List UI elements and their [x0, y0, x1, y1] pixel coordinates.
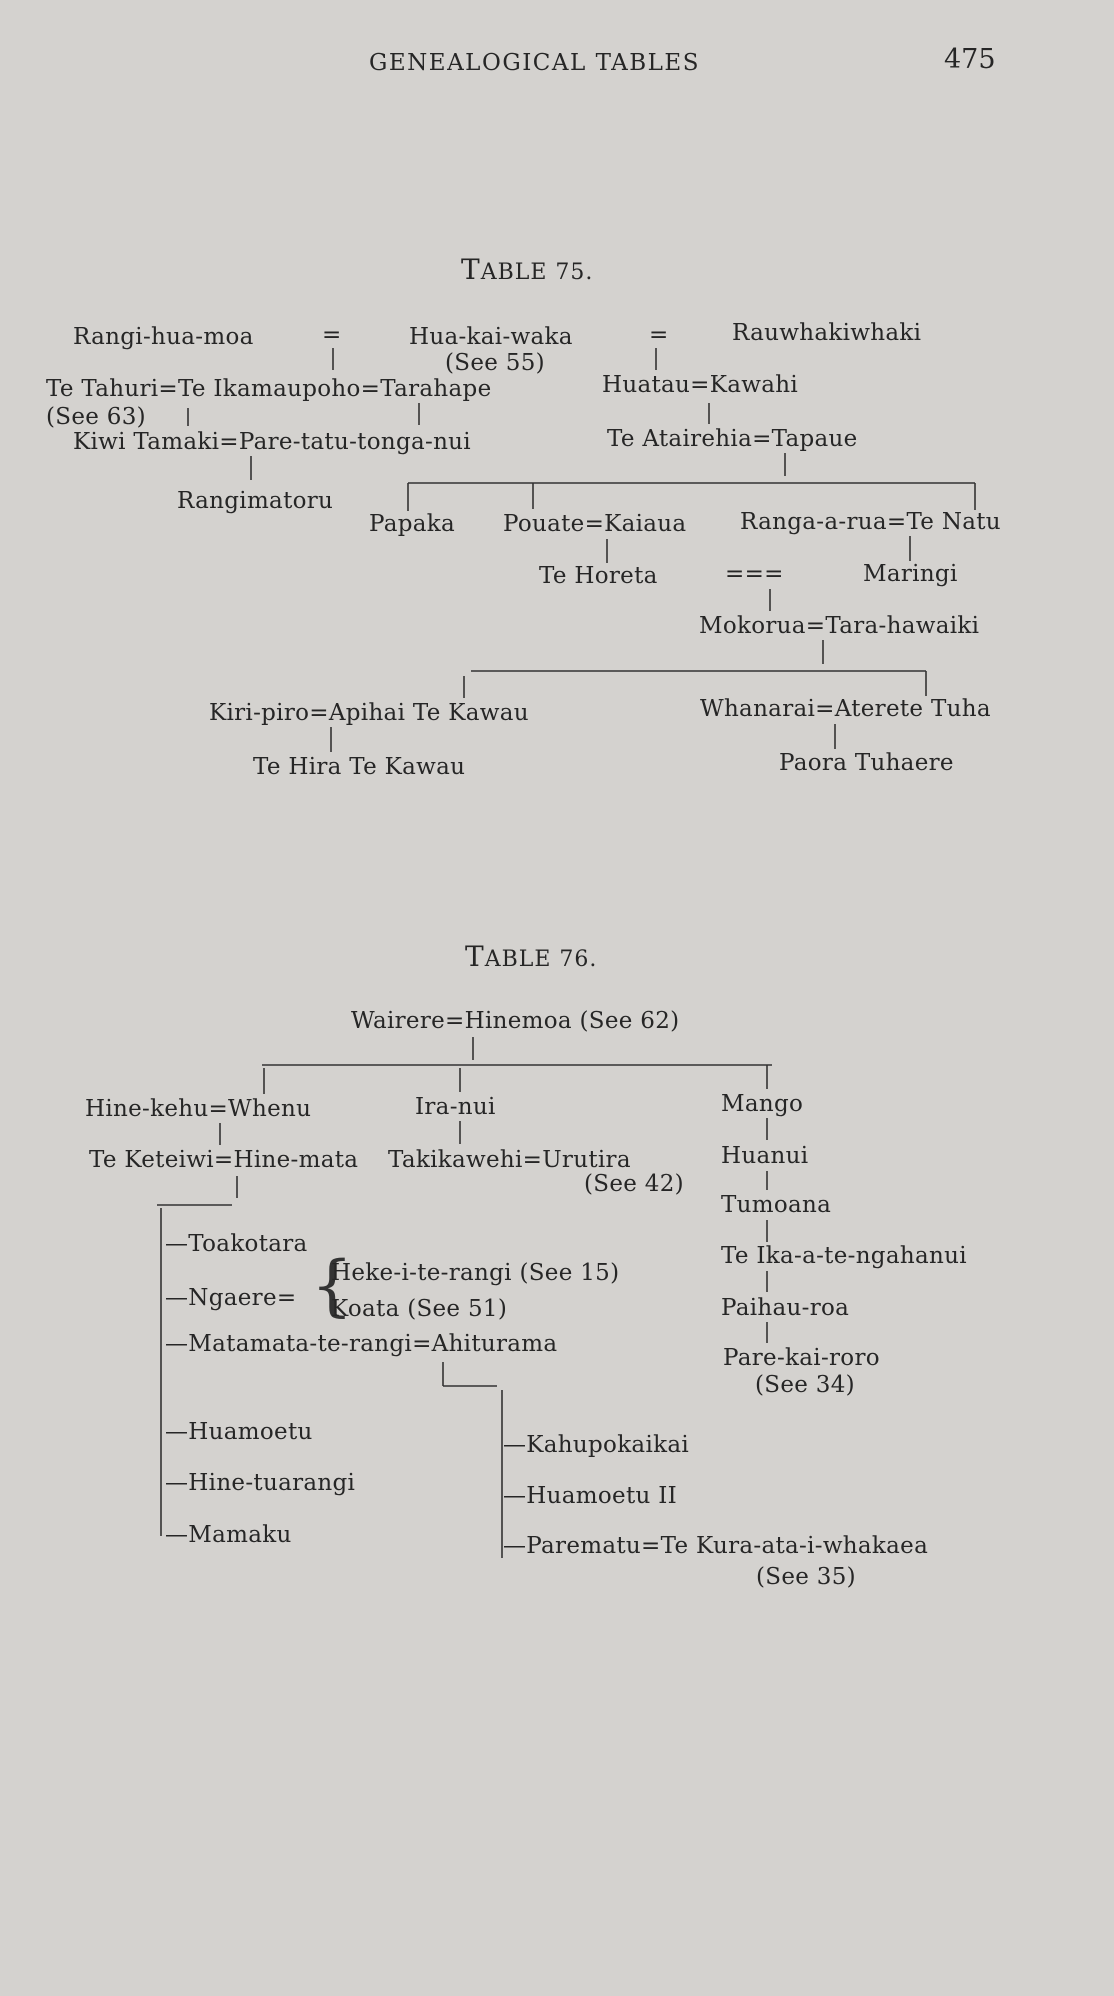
- person-tumoana: Tumoana: [721, 1192, 832, 1218]
- brace-symbol: {: [311, 1247, 353, 1324]
- page-number: 475: [944, 44, 996, 75]
- reference-see-55: (See 55): [445, 350, 545, 376]
- table-76-title: TABLE 76.: [465, 940, 598, 973]
- spouse-koata: Koata (See 51): [331, 1296, 508, 1322]
- person-rangimatoru: Rangimatoru: [177, 488, 334, 514]
- person-rangi-hua-moa: Rangi-hua-moa: [73, 324, 254, 350]
- couple-kiri-piro: Kiri-piro=Apihai Te Kawau: [209, 700, 529, 726]
- couple-ranga-a-rua: Ranga-a-rua=Te Natu: [740, 509, 1001, 535]
- table-75-title: TABLE 75.: [461, 253, 594, 286]
- person-rauwhakiwhaki: Rauwhakiwhaki: [732, 320, 922, 346]
- spouse-heke-i-te-rangi: Heke-i-te-rangi (See 15): [331, 1260, 620, 1286]
- couple-hine-kehu: Hine-kehu=Whenu: [85, 1096, 312, 1122]
- couple-pouate-kaiaua: Pouate=Kaiaua: [503, 511, 687, 537]
- child-huamoetu: —Huamoetu: [165, 1419, 313, 1445]
- couple-whanarai: Whanarai=Aterete Tuha: [700, 696, 991, 722]
- couple-te-atairehia: Te Atairehia=Tapaue: [607, 426, 858, 452]
- couple-te-keteiwi: Te Keteiwi=Hine-mata: [89, 1147, 359, 1173]
- marriage-sign: =: [322, 322, 342, 348]
- couple-kiwi-tamaki: Kiwi Tamaki=Pare-tatu-tonga-nui: [73, 429, 471, 455]
- person-paora-tuhaere: Paora Tuhaere: [779, 750, 954, 776]
- child-ngaere: —Ngaere=: [165, 1285, 297, 1311]
- person-papaka: Papaka: [369, 511, 456, 537]
- reference-see-35: (See 35): [756, 1564, 856, 1590]
- couple-wairere-hinemoa: Wairere=Hinemoa (See 62): [351, 1008, 680, 1034]
- child-matamata-te-rangi: —Matamata-te-rangi=Ahiturama: [165, 1331, 558, 1357]
- person-te-hira-te-kawau: Te Hira Te Kawau: [253, 754, 466, 780]
- child-hine-tuarangi: —Hine-tuarangi: [165, 1470, 356, 1496]
- running-title: GENEALOGICAL TABLES: [369, 50, 700, 76]
- couple-ikamaupoho: Te Tahuri=Te Ikamaupoho=Tarahape: [46, 376, 492, 402]
- person-mango: Mango: [721, 1091, 804, 1117]
- reference-see-63: (See 63): [46, 404, 146, 430]
- reference-see-34: (See 34): [755, 1372, 855, 1398]
- person-hua-kai-waka: Hua-kai-waka: [409, 324, 573, 350]
- child-toakotara: —Toakotara: [165, 1231, 308, 1257]
- couple-takikawehi: Takikawehi=Urutira: [388, 1147, 631, 1173]
- person-te-ika-a-te-ngahanui: Te Ika-a-te-ngahanui: [721, 1243, 967, 1269]
- person-pare-kai-roro: Pare-kai-roro: [723, 1345, 880, 1371]
- child-mamaku: —Mamaku: [165, 1522, 292, 1548]
- child-kahupokaikai: —Kahupokaikai: [503, 1432, 690, 1458]
- couple-mokorua: Mokorua=Tara-hawaiki: [699, 613, 980, 639]
- marriage-sign: =: [649, 322, 669, 348]
- couple-huatau-kawahi: Huatau=Kawahi: [602, 372, 798, 398]
- person-ira-nui: Ira-nui: [415, 1094, 496, 1120]
- marriage-sign-triple: ===: [725, 561, 784, 587]
- child-parematu: —Parematu=Te Kura-ata-i-whakaea: [503, 1533, 929, 1559]
- reference-see-42: (See 42): [584, 1171, 684, 1197]
- person-huanui: Huanui: [721, 1143, 809, 1169]
- child-huamoetu-ii: —Huamoetu II: [503, 1483, 677, 1509]
- person-maringi: Maringi: [863, 561, 958, 587]
- person-paihau-roa: Paihau-roa: [721, 1295, 850, 1321]
- person-te-horeta: Te Horeta: [539, 563, 658, 589]
